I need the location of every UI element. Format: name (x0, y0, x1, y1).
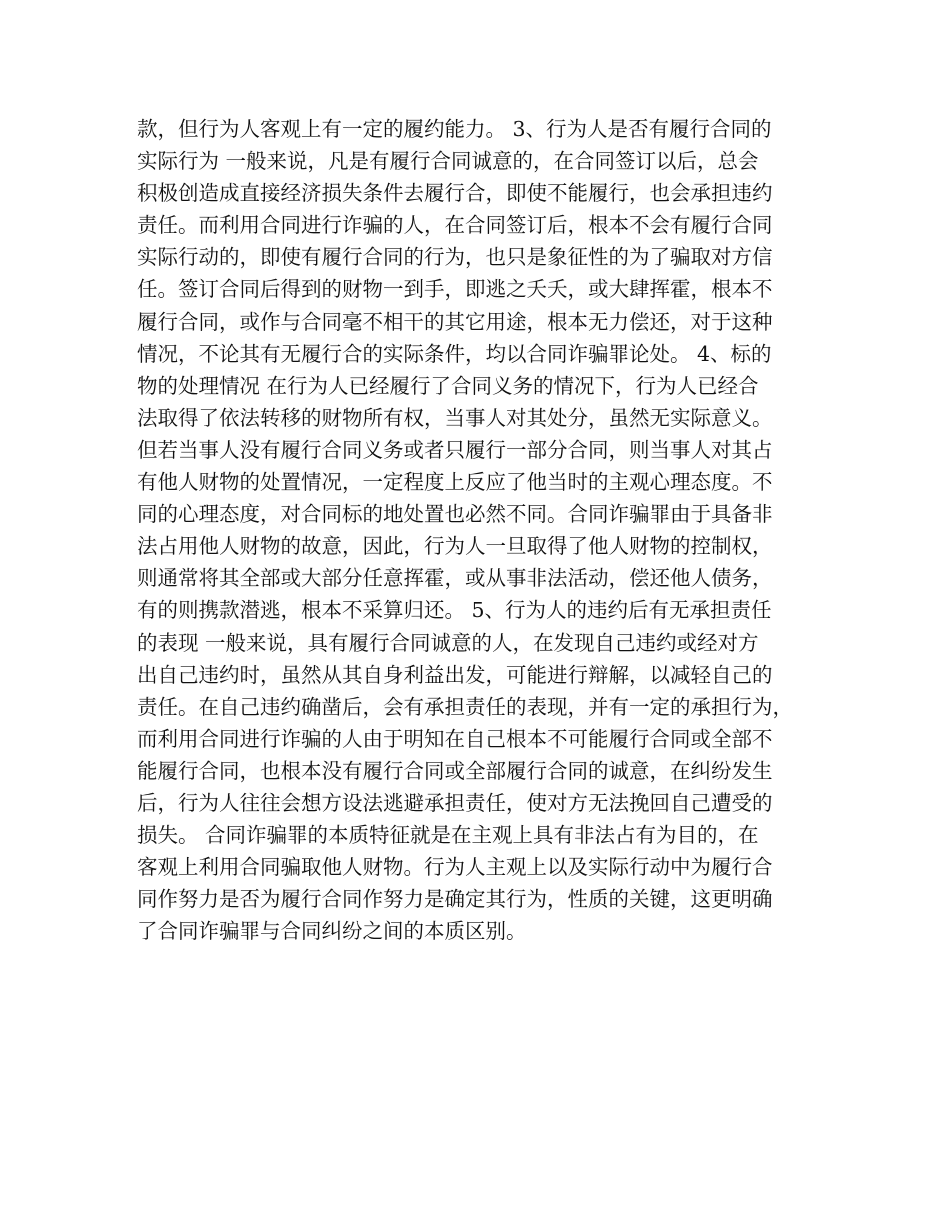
text-line: 责任。在自己违约确凿后，会有承担责任的表现，并有一定的承担行为， (137, 694, 793, 719)
text-line: 实际行为 一般来说，凡是有履行合同诚意的，在合同签订以后，总会 (137, 149, 759, 174)
text-line: 物的处理情况 在行为人已经履行了合同义务的情况下，行为人已经合 (137, 373, 759, 398)
text-line: 损失。 合同诈骗罪的本质特征就是在主观上具有非法占有为目的，在 (137, 823, 759, 848)
text-line: 情况，不论其有无履行合的实际条件，均以合同诈骗罪论处。 4、标的 (137, 341, 772, 366)
text-line: 的表现 一般来说，具有履行合同诚意的人，在发现自己违约或经对方 (137, 630, 759, 655)
text-line: 了合同诈骗罪与合同纠纷之间的本质区别。 (137, 919, 527, 944)
text-line: 能履行合同，也根本没有履行合同或全部履行合同的诚意，在纠纷发生 (137, 758, 773, 783)
text-line: 后，行为人往往会想方设法逃避承担责任，使对方无法挽回自己遭受的 (137, 790, 773, 815)
text-line: 任。签订合同后得到的财物一到手，即逃之夭夭，或大肆挥霍，根本不 (137, 277, 773, 302)
text-line: 则通常将其全部或大部分任意挥霍，或从事非法活动，偿还他人债务， (137, 566, 773, 591)
text-line: 法占用他人财物的故意，因此，行为人一旦取得了他人财物的控制权， (137, 534, 773, 559)
text-line: 出自己违约时，虽然从其自身利益出发，可能进行辩解，以减轻自己的 (137, 662, 773, 687)
body-text (137, 113, 827, 947)
text-line: 客观上利用合同骗取他人财物。行为人主观上以及实际行动中为履行合 (137, 855, 773, 880)
text-line: 有的则携款潜逃，根本不采算归还。 5、行为人的违约后有无承担责任 (137, 598, 772, 623)
text-line: 有他人财物的处置情况，一定程度上反应了他当时的主观心理态度。不 (137, 470, 773, 495)
text-line: 款，但行为人客观上有一定的履约能力。 3、行为人是否有履行合同的 (137, 117, 772, 141)
text-line: 同的心理态度，对合同标的地处置也必然不同。合同诈骗罪由于具备非 (137, 502, 773, 527)
text-line: 同作努力是否为履行合同作努力是确定其行为，性质的关键，这更明确 (137, 887, 773, 912)
text-line: 但若当事人没有履行合同义务或者只履行一部分合同，则当事人对其占 (137, 437, 773, 462)
text-line: 责任。而利用合同进行诈骗的人，在合同签订后，根本不会有履行合同 (137, 213, 773, 238)
text-line: 履行合同，或作与合同毫不相干的其它用途，根本无力偿还，对于这种 (137, 309, 773, 334)
text-line: 实际行动的，即使有履行合同的行为，也只是象征性的为了骗取对方信 (137, 245, 773, 270)
text-line: 而利用合同进行诈骗的人由于明知在自己根本不可能履行合同或全部不 (137, 726, 773, 751)
text-line: 积极创造成直接经济损失条件去履行合，即使不能履行，也会承担违约 (137, 181, 773, 206)
text-line: 法取得了依法转移的财物所有权，当事人对其处分，虽然无实际意义。 (137, 405, 773, 430)
